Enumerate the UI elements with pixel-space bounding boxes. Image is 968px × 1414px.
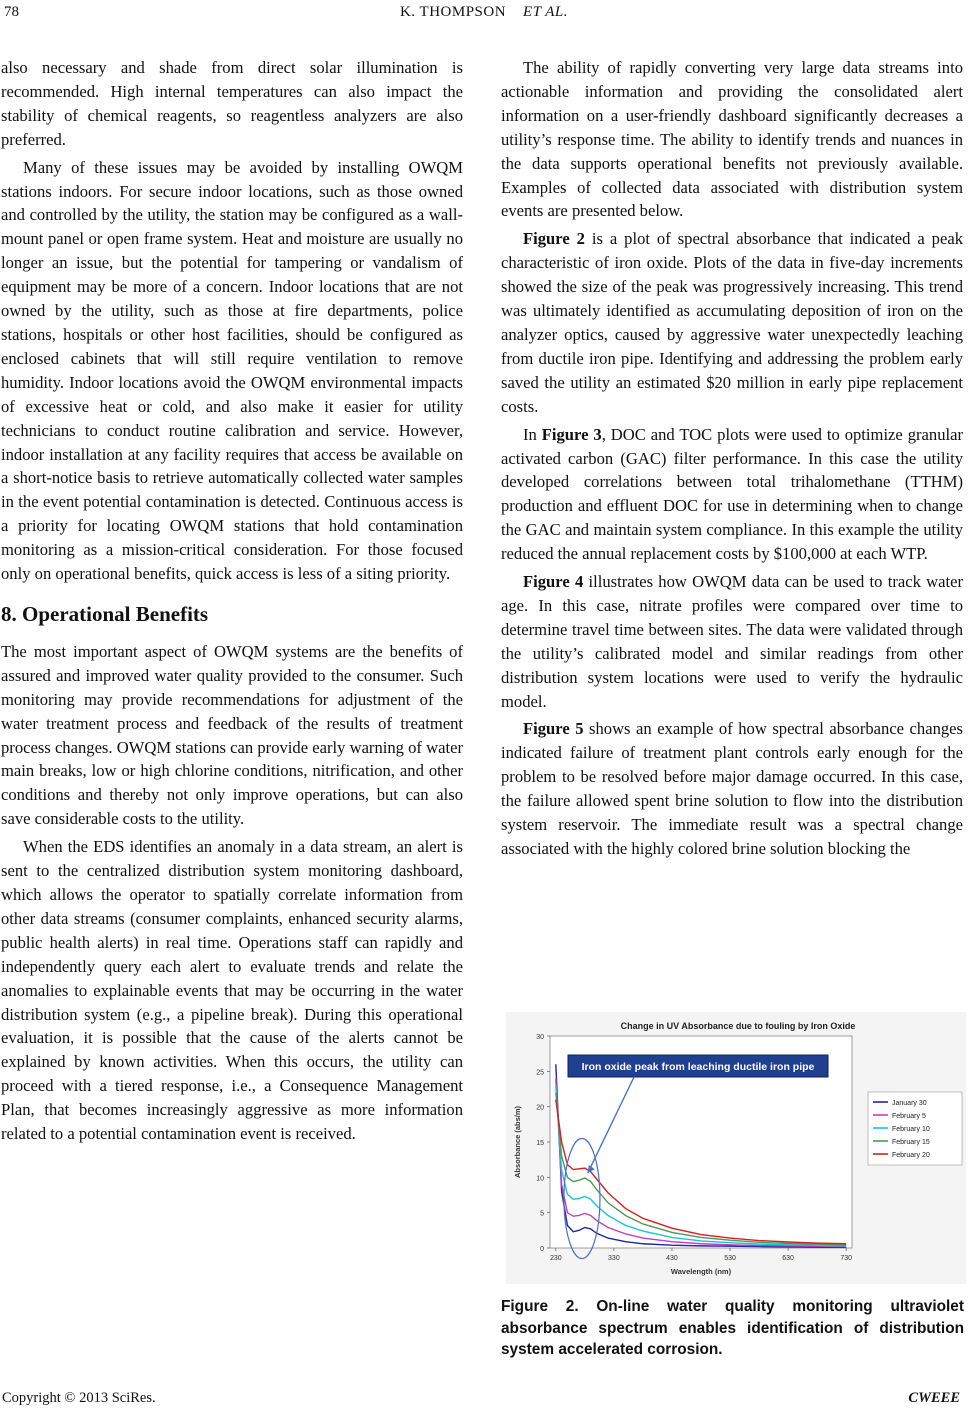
running-head-author: K. THOMPSON <box>399 4 507 20</box>
y-tick-label: 10 <box>536 1175 544 1183</box>
x-tick-label: 230 <box>549 1255 562 1262</box>
chart-title: Change in UV Absorbance due to fouling by Iron Oxide <box>620 1021 856 1031</box>
paragraph: Figure 2 is a plot of spectral absorbance that indicated a peak characteristic of iron oxide. Plots of the data in five-day increments showed the size of the peak was progressively increasing. This trend was ultimately identified as accumulating deposition of iron on the analyzer optics, caused by aggressive water unexpectedly leaching from ductile iron pipe. Identifying and addressing the problem early saved the utility an estimated $20 million in early pipe replacement costs. <box>501 229 963 416</box>
copyright: Copyright © 2013 SciRes. <box>2 1390 156 1406</box>
paragraph: Many of these issues may be avoided by installing OWQM stations indoors. For secure indoor locations, such as those owned and controlled by the utility, the station may be configured as a wall-mount panel or open frame system. Heat and moisture are usually no longer an issue, but the potential for tampering or vandalism of equipment may be more of a concern. Indoor locations that are not owned by the utility, such as those at fire departments, police stations, hospitals or other host facilities, should be configured as enclosed cabinets that will still require ventilation to remove humidity. Indoor locations avoid the OWQM environmental impacts of excessive heat or cold, and also make it easier for utility technicians to conduct routine calibration and service. However, indoor installation at any facility requires that access be available on a short-notice basis to retrieve automatically collected water samples in the event potential contamination is detected. Continuous access is a priority for locating OWQM stations that hold contamination monitoring as a mission-critical consideration. For those focused only on operational benefits, quick access is less of a siting priority. <box>1 157 463 584</box>
section-heading: 8. Operational Benefits <box>1 601 209 626</box>
page-header <box>0 4 968 26</box>
uv-absorbance-chart <box>506 1012 966 1284</box>
legend-entry: February 15 <box>892 1139 930 1146</box>
paragraph: In Figure 3, DOC and TOC plots were used to optimize granular activated carbon (GAC) filter performance. In this case the utility developed correlations between total trihalomethane (TTHM) production and effluent DOC for use in determining when to change the GAC and maintain system compliance. In this example the utility reduced the annual replacement costs by $100,000 at each WTP. <box>501 424 963 564</box>
running-head-etal: ET AL. <box>523 4 569 20</box>
figure-ref[interactable]: Figure 4 <box>523 572 584 592</box>
y-tick-label: 0 <box>540 1246 544 1253</box>
legend-entry: February 5 <box>892 1113 926 1120</box>
figure-ref[interactable]: Figure 3 <box>541 424 602 444</box>
legend-entry: January 30 <box>892 1100 927 1107</box>
x-tick-label: 530 <box>724 1255 736 1262</box>
y-tick-label: 15 <box>536 1140 544 1147</box>
journal-name: CWEEE <box>908 1390 960 1406</box>
running-head <box>0 4 968 21</box>
annotation-text: Iron oxide peak from leaching ductile iron pipe <box>581 1061 815 1073</box>
paragraph: The most important aspect of OWQM systems are the benefits of assured and improved water quality provided to the consumer. Such monitoring may provide recommendations for adjustment of the water treatment process and feedback of the results of treatment process changes. OWQM stations can provide early warning of water main breaks, low or high chlorine conditions, nitrification, and other conditions and thereby not only improve operations, but can also save considerable costs to the utility. <box>1 641 463 829</box>
figure-ref[interactable]: Figure 5 <box>523 719 584 739</box>
y-tick-label: 5 <box>540 1210 544 1218</box>
y-tick-label: 20 <box>536 1104 544 1112</box>
x-tick-label: 330 <box>608 1255 620 1262</box>
paragraph: Figure 5 shows an example of how spectral absorbance changes indicated failure of treatment plant controls early enough for the problem to be resolved before major damage occurred. In this case, the failure allowed spent brine solution to flow into the distribution system reservoir. The immediate result was a spectral change associated with the highly colored brine solution blocking the <box>501 719 963 858</box>
paragraph: When the EDS identifies an anomaly in a data stream, an alert is sent to the centralized distribution system monitoring dashboard, which allows the operator to spatially correlate information from other data streams (consumer complaints, enhanced security alarms, public health alerts) in real time. Operations staff can rapidly and independently query each alert to evaluate trends and relate the anomalies to explainable events that may be occurring in the water distribution system (e.g., a pipeline break). During this operational evaluation, it is possible that the cause of the alerts cannot be explained by known activities. When this occurs, the utility can proceed with a tiered response, i.e., a Consequence Management Plan, that becomes increasingly aggressive as more information related to a potential contamination event is received. <box>1 837 463 1144</box>
legend-entry: February 10 <box>892 1126 930 1133</box>
x-tick-label: 730 <box>840 1255 853 1262</box>
figure-2 <box>506 1012 966 1284</box>
x-tick-label: 630 <box>782 1255 794 1262</box>
x-axis-label: Wavelength (nm) <box>670 1267 732 1276</box>
page-number: 78 <box>4 4 19 20</box>
y-tick-label: 25 <box>536 1069 544 1077</box>
figure-caption: Figure 2. On-line water quality monitoring ultraviolet absorbance spectrum enables identification of distribution system accelerated corrosion. <box>501 1298 964 1358</box>
x-tick-label: 430 <box>666 1255 678 1262</box>
paragraph: The ability of rapidly converting very large data streams into actionable information and providing the consolidated alert information on a user-friendly dashboard significantly decreases a utility’s response time. The ability to identify trends and nuances in the data supports operational benefits not previously available. Examples of collected data associated with distribution system events are presented below. <box>501 58 963 221</box>
figure-ref[interactable]: Figure 2 <box>523 229 585 249</box>
paragraph: Figure 4 illustrates how OWQM data can be used to track water age. In this case, nitrate profiles were compared over time to determine travel time between sites. The data were validated through the utility’s calibrated model and similar readings from other distribution system locations were used to verify the hydraulic model. <box>501 572 963 711</box>
y-tick-label: 30 <box>536 1034 544 1041</box>
right-column <box>501 56 963 861</box>
left-column <box>1 56 463 1146</box>
paragraph: also necessary and shade from direct solar illumination is recommended. High internal temperatures can also impact the stability of chemical reagents, so reagentless analyzers are also preferred. <box>1 58 463 149</box>
y-axis-label: Absorbance (abs/m) <box>513 1105 522 1179</box>
legend-entry: February 20 <box>892 1152 930 1159</box>
